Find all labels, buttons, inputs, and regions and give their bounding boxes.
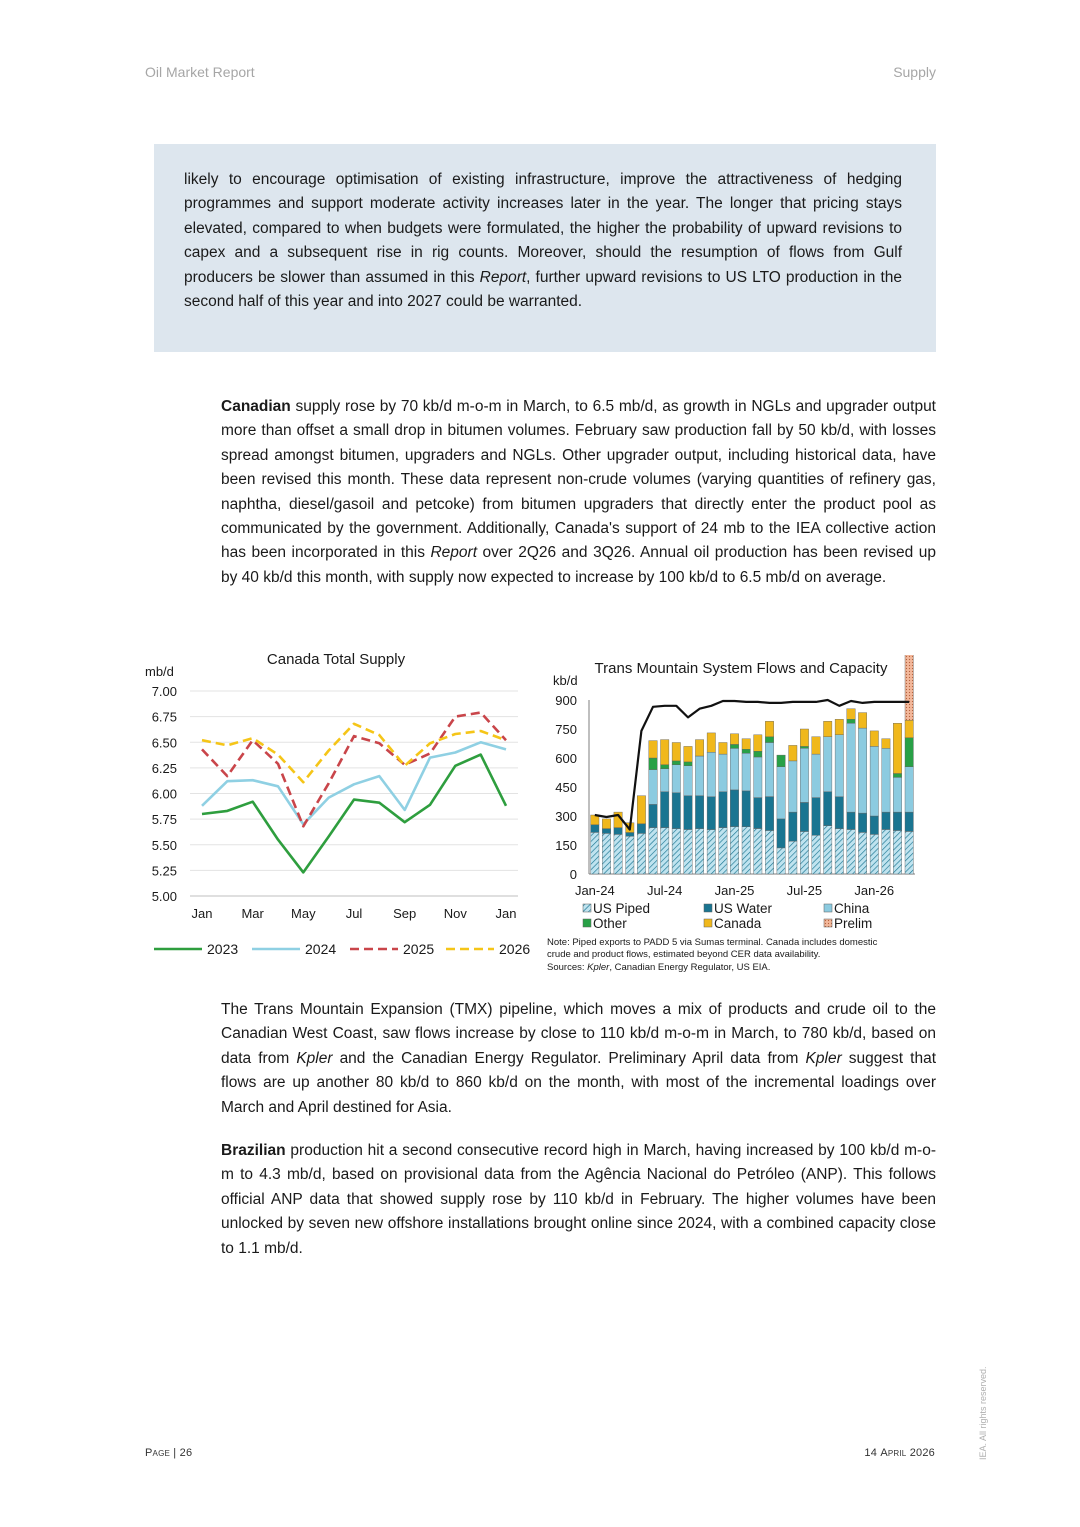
bar-us-piped <box>835 829 843 874</box>
bar-us-piped <box>754 829 762 874</box>
bar-china <box>893 777 901 812</box>
canada-text-1: supply rose by 70 kb/d m-o-m in March, to 6.5 mb/d, as growth in NGLs and upgrader output more than offset a small drop in bitumen volumes. February saw production fall by 50 kb/d, with losses spread amongst bitumen, upgraders and NGLs. Other upgrader output, including historical data, have been revised this month. These data represent non-crude volumes (varying quantities of refinery gas, naphtha, diesel/gasoil and petcoke) from bitumen upgraders that directly enter the product pool as communicated by the government. Additionally, Canada's support of 24 mb to the IEA collective action has been incorporated in this <box>221 398 936 562</box>
bar-us-water <box>602 829 610 834</box>
bar-us-piped <box>882 830 890 875</box>
bar-us-piped <box>591 832 599 874</box>
bar-us-piped <box>684 830 692 875</box>
x-tick-label: Jul-25 <box>786 883 823 898</box>
bar-us-piped <box>626 836 634 874</box>
y-tick-label: 450 <box>555 780 577 795</box>
bar-canada <box>695 740 703 756</box>
bar-canada <box>812 737 820 754</box>
bar-canada <box>789 745 797 761</box>
bar-us-water <box>719 792 727 828</box>
bar-us-water <box>847 812 855 829</box>
bar-us-water <box>591 825 599 833</box>
bar-china <box>661 769 669 792</box>
bar-canada <box>742 739 750 750</box>
bar-us-water <box>707 797 715 830</box>
legend-swatch <box>704 904 712 912</box>
bar-canada <box>870 731 878 747</box>
bar-us-water <box>672 793 680 829</box>
bar-us-water <box>754 798 762 829</box>
bar-canada <box>637 796 645 824</box>
x-tick-label: Jan-24 <box>574 883 615 898</box>
bar-us-water <box>742 791 750 827</box>
canada-paragraph <box>221 395 936 590</box>
x-tick-label: Jan <box>495 906 517 921</box>
tmx-text-1: The Trans Mountain Expansion (TMX) pipeline, which moves a mix of products and crude oil to the Canadian West Coast, saw flows increase by close to 110 kb/d m-o-m in March, to 780 kb/d, based on data from <box>221 1001 936 1067</box>
bar-china <box>672 765 680 793</box>
y-tick-label: 6.00 <box>151 786 177 802</box>
bar-us-water <box>858 813 866 832</box>
legend-label: US Water <box>714 901 773 916</box>
bar-canada <box>672 743 680 761</box>
bar-us-water <box>637 824 645 834</box>
bar-other <box>730 745 738 749</box>
brazil-paragraph <box>221 1139 936 1261</box>
bar-us-water <box>824 792 832 826</box>
legend-label: Prelim <box>834 916 873 931</box>
y-tick-label: 300 <box>555 809 577 824</box>
x-tick-label: Jan <box>191 906 213 921</box>
y-tick-label: 6.25 <box>151 760 177 776</box>
brazil-lead: Brazilian <box>221 1142 286 1159</box>
y-tick-label: 6.75 <box>151 709 177 725</box>
bar-us-piped <box>695 829 703 874</box>
bar-china <box>742 753 750 791</box>
bar-us-water <box>649 804 657 827</box>
tmx-text-2: Kpler <box>296 1049 333 1067</box>
legend-label: 2024 <box>305 941 337 957</box>
bar-us-piped <box>707 830 715 875</box>
y-tick-label: 150 <box>555 838 577 853</box>
page-separator: | <box>170 1447 180 1459</box>
bar-us-piped <box>905 832 913 875</box>
bar-us-water <box>626 832 634 836</box>
canada-text-2: Report <box>430 544 478 562</box>
x-tick-label: Jul-24 <box>646 883 683 898</box>
bar-china <box>649 770 657 805</box>
bar-canada <box>835 719 843 735</box>
bar-canada <box>847 709 855 720</box>
bar-china <box>754 757 762 798</box>
legend-label: 2025 <box>403 941 435 957</box>
bar-canada <box>754 735 762 751</box>
bar-canada <box>602 819 610 829</box>
bar-other <box>777 755 785 767</box>
bar-us-piped <box>719 828 727 874</box>
bar-other <box>754 751 762 757</box>
bar-china <box>905 767 913 812</box>
canada-supply-chart <box>140 640 540 970</box>
bar-canada <box>684 746 692 762</box>
bar-us-water <box>765 797 773 831</box>
bar-us-piped <box>893 831 901 875</box>
bar-china <box>812 754 820 798</box>
x-tick-label: Nov <box>443 906 467 921</box>
trans-mountain-chart <box>545 655 935 975</box>
bar-us-water <box>614 828 622 835</box>
bar-other <box>800 746 808 748</box>
sources-rest: , Canadian Energy Regulator, US EIA. <box>609 962 771 973</box>
tmx-text-5: suggest that flows are up another 80 kb/d to 860 kb/d on the month, with most of the incremental loadings over March and April destined for Asia. <box>221 1049 937 1116</box>
highlight-box <box>154 144 936 352</box>
y-tick-label: 5.50 <box>151 837 177 853</box>
chart-note <box>547 937 878 960</box>
bar-us-piped <box>649 828 657 874</box>
bar-china <box>765 743 773 797</box>
legend-label: Other <box>593 916 627 931</box>
bar-us-piped <box>789 841 797 874</box>
page-word: Page <box>145 1447 171 1459</box>
bar-other <box>742 749 750 753</box>
bar-china <box>789 761 797 812</box>
bar-other <box>661 765 669 769</box>
bar-canada <box>649 741 657 758</box>
bar-china <box>800 748 808 802</box>
bar-canada <box>707 733 715 752</box>
section-title: Supply <box>893 64 936 80</box>
legend-swatch <box>583 919 591 927</box>
bar-us-water <box>835 797 843 829</box>
bar-china <box>847 723 855 812</box>
bar-us-piped <box>847 830 855 875</box>
x-tick-label: Sep <box>393 906 417 921</box>
box-paragraph <box>184 168 902 314</box>
bar-canada <box>730 734 738 745</box>
bar-us-piped <box>777 848 785 874</box>
bar-us-piped <box>661 828 669 874</box>
bar-china <box>835 735 843 797</box>
bar-us-water <box>893 812 901 830</box>
bar-other <box>847 719 855 723</box>
tmx-text-3: and the Canadian Energy Regulator. Preliminary April data from <box>332 1049 806 1067</box>
bar-us-piped <box>765 831 773 875</box>
bar-canada <box>824 721 832 737</box>
legend-swatch <box>704 919 712 927</box>
bar-other <box>893 774 901 778</box>
bar-other <box>672 761 680 765</box>
copyright-notice: IEA. All rights reserved. <box>978 1366 988 1460</box>
bar-us-water <box>777 819 785 848</box>
x-tick-label: Jan-26 <box>854 883 895 898</box>
series-line-2026 <box>202 724 506 782</box>
bar-canada <box>661 740 669 765</box>
bar-us-piped <box>858 832 866 874</box>
chart-sources <box>547 962 770 973</box>
legend-label: US Piped <box>593 901 651 916</box>
series-line-2023 <box>202 755 506 873</box>
box-text-3: , further upward revisions to US LTO production in the second half of this year and into 2027 could be warranted. <box>184 268 902 311</box>
bar-canada <box>905 720 913 737</box>
x-tick-label: Jul <box>345 906 363 921</box>
bar-canada <box>858 713 866 729</box>
y-tick-label: 7.00 <box>151 684 177 699</box>
bar-china <box>730 748 738 790</box>
date-month: April <box>880 1447 907 1459</box>
date-day: 14 <box>864 1447 878 1459</box>
bar-us-piped <box>824 826 832 874</box>
sources-label: Sources: <box>547 962 588 973</box>
bar-china <box>707 752 715 797</box>
x-tick-label: Jan-25 <box>714 883 755 898</box>
legend-label: 2026 <box>499 941 531 957</box>
bar-us-water <box>684 796 692 830</box>
bar-us-water <box>870 816 878 834</box>
report-title: Oil Market Report <box>145 64 255 80</box>
bar-canada <box>893 723 901 773</box>
y-tick-label: 750 <box>555 722 577 737</box>
brazil-text: production hit a second consecutive record high in March, having increased by 100 kb/d m-o-m to 4.3 mb/d, based on provisional data from the Agência Nacional do Petróleo (ANP). This follows official ANP data that showed supply rose by 110 kb/d in February. The higher volumes have been unlocked by seven new offshore installations brought online since 2024, with a combined capacity close to 1.1 mb/d. <box>221 1142 936 1257</box>
box-text-1: likely to encourage optimisation of existing infrastructure, improve the attractiveness of hedging programmes and support moderate activity increases later in the year. The longer that pricing stays elevated, compared to when budgets were formulated, the higher the probability of upward revisions to capex and a subsequent rise in rig counts. Moreover, should the resumption of flows from Gulf producers be slower than assumed in this <box>184 171 902 286</box>
bar-china <box>882 748 890 812</box>
bar-china <box>695 756 703 796</box>
series-line-2025 <box>202 713 506 827</box>
sources-kpler: Kpler <box>587 962 610 973</box>
bar-other <box>649 758 657 770</box>
bar-us-water <box>661 792 669 828</box>
legend-label: China <box>834 901 870 916</box>
bar-canada <box>882 739 890 749</box>
bar-other <box>684 762 692 766</box>
x-tick-label: May <box>291 906 316 921</box>
bar-us-piped <box>602 833 610 874</box>
y-tick-label: 900 <box>555 693 577 708</box>
bar-us-piped <box>672 829 680 874</box>
bar-us-piped <box>812 835 820 874</box>
bar-us-water <box>789 812 797 841</box>
bar-other <box>765 737 773 743</box>
bar-us-water <box>695 796 703 829</box>
canada-lead: Canadian <box>221 398 291 415</box>
bar-us-piped <box>870 834 878 874</box>
bar-us-piped <box>800 832 808 875</box>
bar-canada <box>719 743 727 755</box>
bar-china <box>719 754 727 792</box>
page-num: 26 <box>179 1447 193 1459</box>
bar-china <box>684 766 692 796</box>
bar-us-piped <box>614 834 622 874</box>
page-number <box>145 1447 192 1459</box>
bar-us-piped <box>637 833 645 874</box>
y-axis-label: kb/d <box>553 673 578 688</box>
chart-title: Canada Total Supply <box>266 651 406 668</box>
note-line-1: Note: Piped exports to PADD 5 via Sumas terminal. Canada includes domestic <box>547 937 878 948</box>
tmx-paragraph <box>221 998 936 1120</box>
tmx-text-4: Kpler <box>805 1049 842 1067</box>
bar-other <box>905 738 913 767</box>
bar-us-water <box>800 803 808 832</box>
bar-us-piped <box>730 827 738 874</box>
bar-prelim <box>905 655 913 720</box>
y-tick-label: 6.50 <box>151 735 177 751</box>
legend-swatch <box>824 919 832 927</box>
y-tick-label: 0 <box>569 867 577 882</box>
canada-text-3: over 2Q26 and 3Q26. Annual oil production has been revised up by 40 kb/d this month, with supply now expected to increase by 100 kb/d to 6.5 mb/d on average. <box>221 544 936 586</box>
bar-china <box>858 728 866 813</box>
bar-china <box>824 737 832 792</box>
legend-swatch <box>824 904 832 912</box>
legend-label: 2023 <box>207 941 239 957</box>
y-tick-label: 600 <box>555 751 577 766</box>
chart-title: Trans Mountain System Flows and Capacity <box>594 660 888 677</box>
bar-us-water <box>812 798 820 836</box>
series-line-2024 <box>202 742 506 824</box>
bar-canada <box>765 721 773 737</box>
bar-us-water <box>905 812 913 831</box>
x-tick-label: Mar <box>241 906 264 921</box>
bar-china <box>870 746 878 816</box>
date-year: 2026 <box>909 1447 935 1459</box>
y-axis-label: mb/d <box>145 664 174 679</box>
note-line-2: crude and product flows, estimated beyond CER data availability. <box>547 949 821 960</box>
y-tick-label: 5.00 <box>151 889 177 904</box>
bar-us-water <box>730 790 738 827</box>
bar-canada <box>800 729 808 746</box>
bar-us-water <box>882 812 890 829</box>
bar-china <box>777 767 785 819</box>
legend-swatch <box>583 904 591 912</box>
y-tick-label: 5.25 <box>151 863 177 879</box>
legend-label: Canada <box>714 916 762 931</box>
report-date <box>864 1447 935 1459</box>
bar-us-piped <box>742 827 750 874</box>
box-text-2: Report <box>479 268 527 286</box>
y-tick-label: 5.75 <box>151 812 177 828</box>
